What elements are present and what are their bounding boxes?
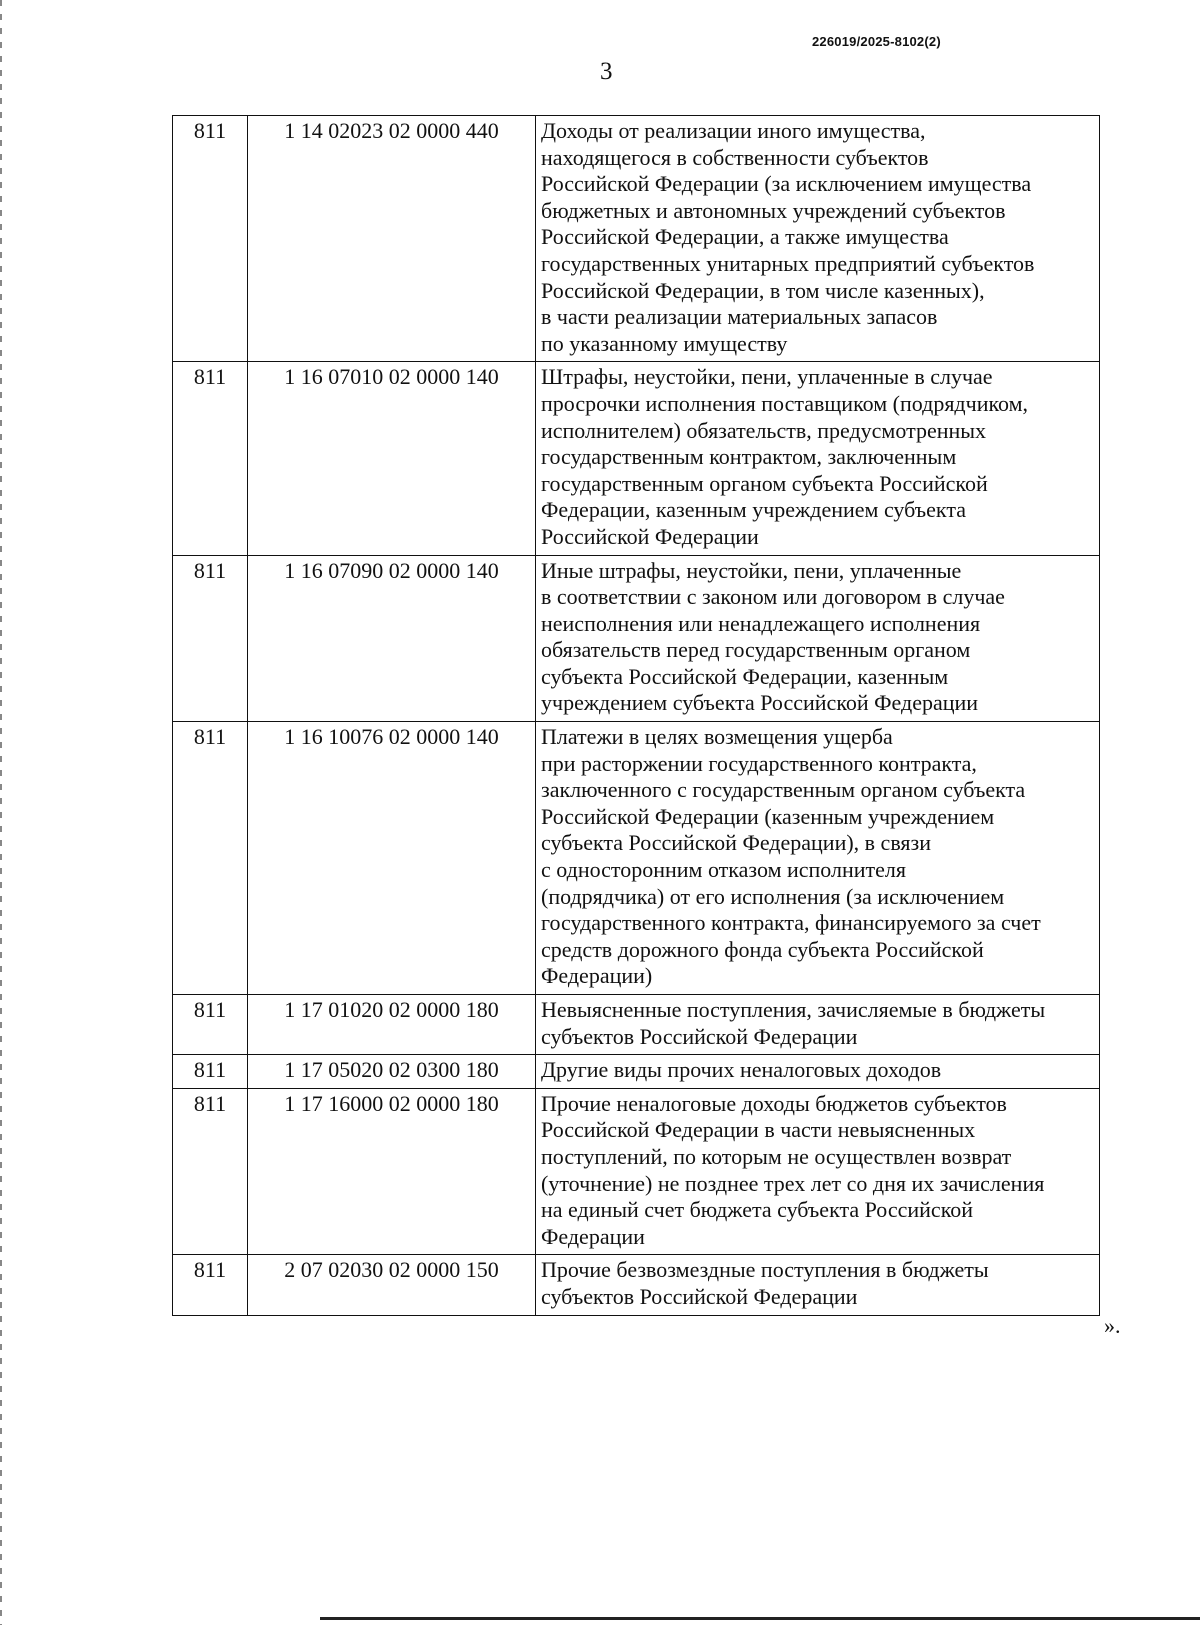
income-name-cell: Прочие неналоговые доходы бюджетов субъектов Российской Федерации в части невыясненных поступлений, по которым не осуществлен возврат (уточнение) не позднее трех лет со дня их зачисления на единый счет бюджета субъекта Российской Федерации <box>536 1088 1100 1255</box>
budget-codes-table <box>172 115 1100 1316</box>
admin-code-cell: 811 <box>173 722 248 995</box>
income-name-cell: Прочие безвозмездные поступления в бюджеты субъектов Российской Федерации <box>536 1255 1100 1315</box>
admin-code-cell: 811 <box>173 1255 248 1315</box>
table-row <box>173 1255 1100 1315</box>
table-row <box>173 1055 1100 1089</box>
budget-code-cell: 2 07 02030 02 0000 150 <box>248 1255 536 1315</box>
table-row <box>173 995 1100 1055</box>
admin-code-cell: 811 <box>173 1055 248 1089</box>
admin-code-cell: 811 <box>173 362 248 555</box>
table-row <box>173 116 1100 362</box>
income-name-cell: Платежи в целях возмещения ущерба при расторжении государственного контракта, заключенного с государственным органом субъекта Российской Федерации (казенным учреждением субъекта Российской Федерации), в связи с односторонним отказом исполнителя (подрядчика) от его исполнения (за исключением государственного контракта, финансируемого за счет средств дорожного фонда субъекта Российской Федерации) <box>536 722 1100 995</box>
income-name-cell: Штрафы, неустойки, пени, уплаченные в случае просрочки исполнения поставщиком (подрядчиком, исполнителем) обязательств, предусмотренных государственным контрактом, заключенным государственным органом субъекта Российской Федерации, казенным учреждением субъекта Российской Федерации <box>536 362 1100 555</box>
scan-left-edge <box>0 0 2 1625</box>
budget-code-cell: 1 14 02023 02 0000 440 <box>248 116 536 362</box>
admin-code-cell: 811 <box>173 995 248 1055</box>
document-registration-number: 226019/2025-8102(2) <box>812 34 941 49</box>
budget-code-cell: 1 17 16000 02 0000 180 <box>248 1088 536 1255</box>
budget-code-cell: 1 17 01020 02 0000 180 <box>248 995 536 1055</box>
budget-code-cell: 1 16 07010 02 0000 140 <box>248 362 536 555</box>
admin-code-cell: 811 <box>173 1088 248 1255</box>
page-number: 3 <box>600 58 613 85</box>
income-name-cell: Другие виды прочих неналоговых доходов <box>536 1055 1100 1089</box>
table-row <box>173 555 1100 722</box>
table-row <box>173 362 1100 555</box>
budget-code-cell: 1 16 07090 02 0000 140 <box>248 555 536 722</box>
income-name-cell: Доходы от реализации иного имущества, находящегося в собственности субъектов Российской Федерации (за исключением имущества бюджетных и автономных учреждений субъектов Российской Федерации, а также имущества государственных унитарных предприятий субъектов Российской Федерации, в том числе казенных), в части реализации материальных запасов по указанному имуществу <box>536 116 1100 362</box>
admin-code-cell: 811 <box>173 116 248 362</box>
admin-code-cell: 811 <box>173 555 248 722</box>
income-name-cell: Невыясненные поступления, зачисляемые в бюджеты субъектов Российской Федерации <box>536 995 1100 1055</box>
closing-quote-mark: ». <box>1104 1313 1121 1338</box>
scan-bottom-edge <box>320 1617 1200 1620</box>
income-name-cell: Иные штрафы, неустойки, пени, уплаченные в соответствии с законом или договором в случае неисполнения или ненадлежащего исполнения обязательств перед государственным органом субъекта Российской Федерации, казенным учреждением субъекта Российской Федерации <box>536 555 1100 722</box>
table-row <box>173 722 1100 995</box>
budget-code-cell: 1 16 10076 02 0000 140 <box>248 722 536 995</box>
table-row <box>173 1088 1100 1255</box>
budget-code-cell: 1 17 05020 02 0300 180 <box>248 1055 536 1089</box>
